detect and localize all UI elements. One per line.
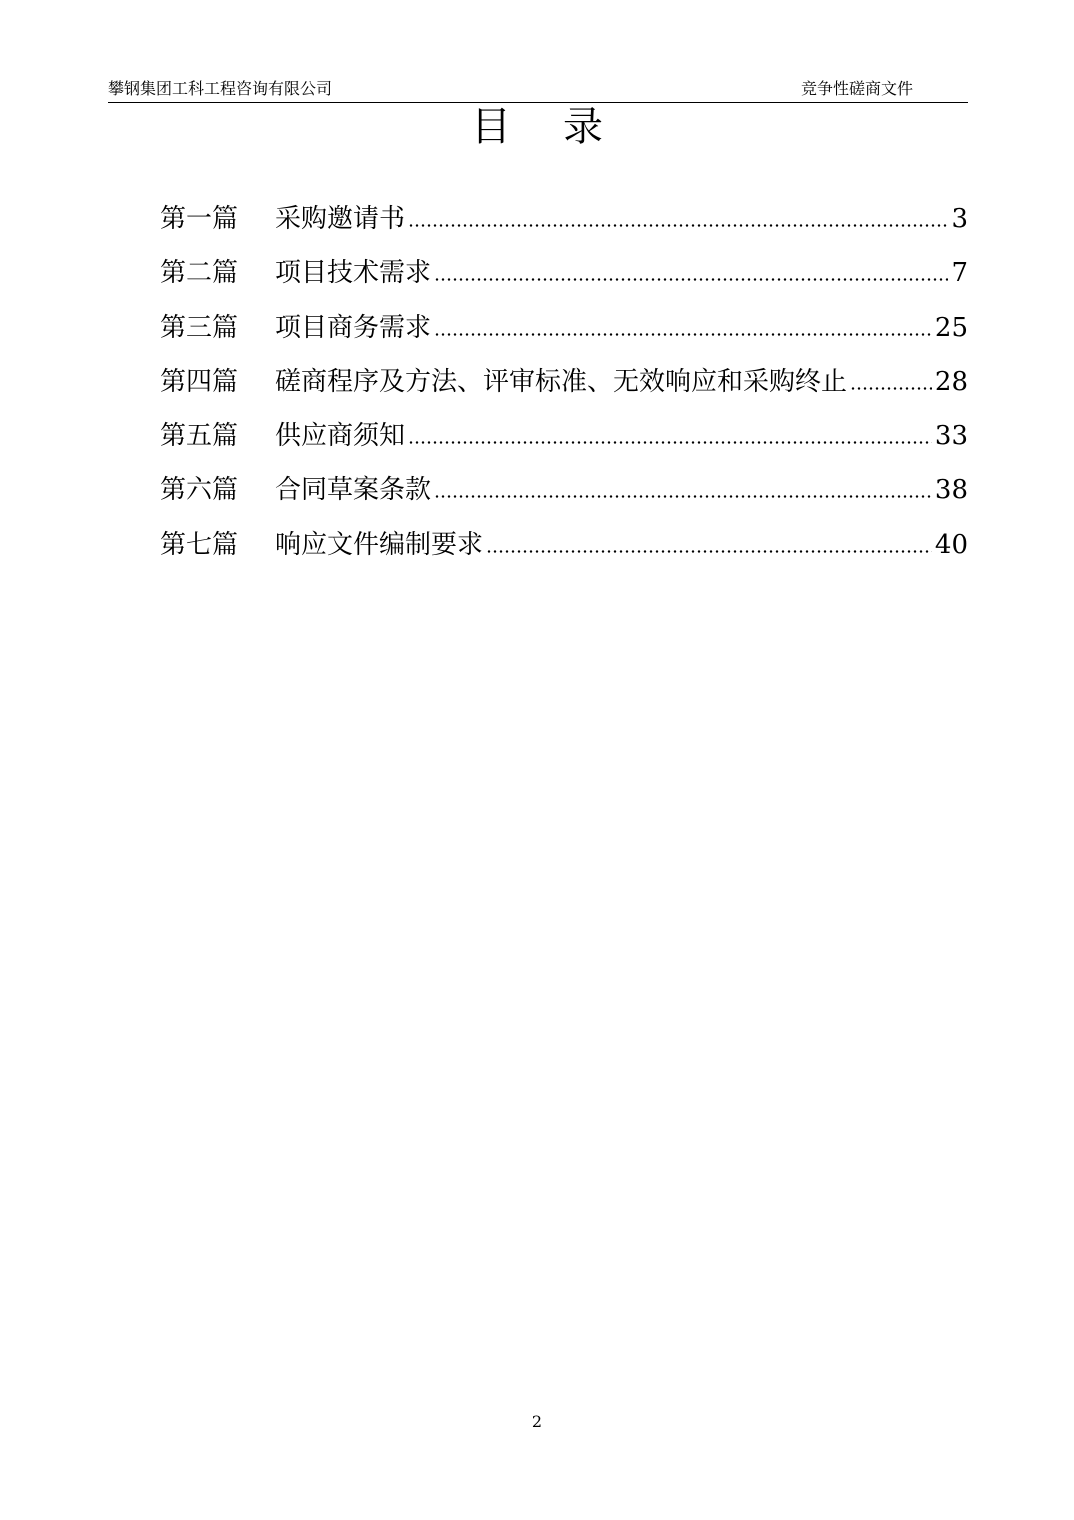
toc-entry-chapter: 第一篇 bbox=[160, 204, 239, 234]
header-company-name: 攀钢集团工科工程咨询有限公司 bbox=[108, 79, 333, 98]
toc-entry-title: 项目技术需求 bbox=[275, 258, 432, 289]
toc-entry[interactable] bbox=[160, 192, 968, 246]
toc-entry-title: 供应商须知 bbox=[275, 421, 406, 452]
toc-entry[interactable] bbox=[160, 409, 968, 463]
toc-entry-chapter: 第四篇 bbox=[160, 366, 239, 397]
toc-entry[interactable] bbox=[160, 301, 968, 355]
toc-dot-leader bbox=[850, 387, 932, 390]
page-header bbox=[108, 76, 968, 102]
toc-entry[interactable] bbox=[160, 246, 968, 300]
toc-entry-chapter: 第七篇 bbox=[160, 529, 239, 560]
toc-dot-leader bbox=[408, 224, 948, 227]
toc-entry[interactable] bbox=[160, 355, 968, 409]
toc-entry-page: 40 bbox=[934, 529, 968, 560]
toc-title: 目录 bbox=[471, 104, 655, 150]
toc-dot-leader bbox=[434, 278, 948, 281]
toc-entry-title: 采购邀请书 bbox=[275, 204, 406, 234]
table-of-contents bbox=[160, 192, 968, 572]
toc-entry-page: 25 bbox=[934, 312, 968, 343]
toc-entry-title: 磋商程序及方法、评审标准、无效响应和采购终止 bbox=[275, 366, 848, 397]
toc-entry[interactable] bbox=[160, 463, 968, 517]
page-number: 2 bbox=[531, 1412, 543, 1431]
toc-entry-title: 响应文件编制要求 bbox=[275, 529, 484, 560]
toc-entry-page: 33 bbox=[934, 421, 968, 452]
toc-entry-chapter: 第六篇 bbox=[160, 475, 239, 506]
toc-entry-chapter: 第二篇 bbox=[160, 258, 239, 289]
toc-dot-leader bbox=[486, 550, 932, 553]
toc-dot-leader bbox=[434, 333, 932, 336]
toc-entry-page: 7 bbox=[951, 258, 968, 289]
header-document-type: 竞争性磋商文件 bbox=[800, 79, 913, 98]
toc-entry-page: 38 bbox=[934, 475, 968, 506]
toc-entry-page: 28 bbox=[934, 366, 968, 397]
toc-entry-chapter: 第三篇 bbox=[160, 312, 239, 343]
toc-entry-chapter: 第五篇 bbox=[160, 421, 239, 452]
toc-dot-leader bbox=[408, 441, 932, 444]
toc-entry-page: 3 bbox=[951, 204, 968, 234]
toc-entry[interactable] bbox=[160, 518, 968, 572]
toc-entry-title: 项目商务需求 bbox=[275, 312, 432, 343]
toc-entry-title: 合同草案条款 bbox=[275, 475, 432, 506]
toc-dot-leader bbox=[434, 495, 932, 498]
